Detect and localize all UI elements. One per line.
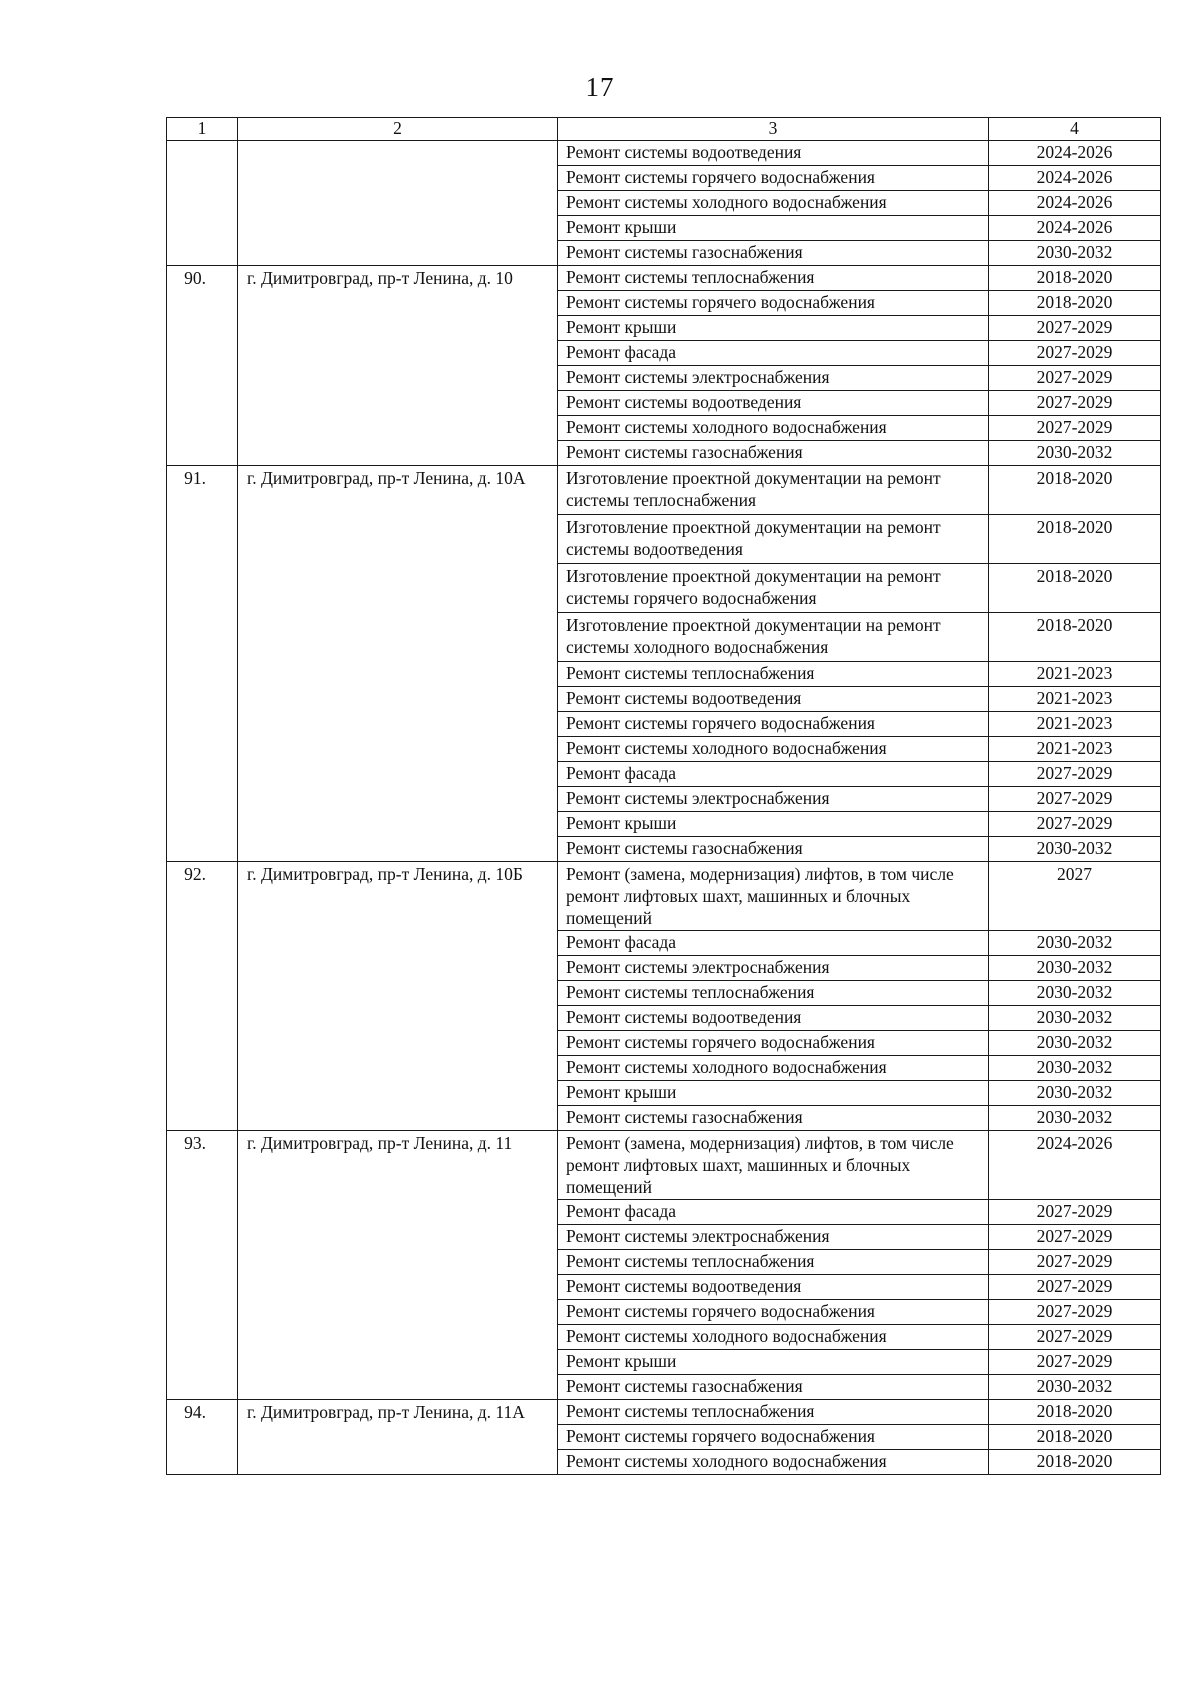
table-row: [167, 141, 1161, 166]
work-type-cell: Ремонт системы электроснабжения: [558, 366, 989, 391]
header-col-2: 2: [238, 118, 558, 141]
table-header: [167, 118, 1161, 141]
row-number-cell: 90.: [167, 266, 238, 466]
work-type-cell: Ремонт фасада: [558, 341, 989, 366]
work-type-cell: Ремонт системы газоснабжения: [558, 241, 989, 266]
work-type-cell: Ремонт системы горячего водоснабжения: [558, 166, 989, 191]
work-type-cell: Ремонт системы газоснабжения: [558, 1375, 989, 1400]
address-cell: г. Димитровград, пр-т Ленина, д. 11: [238, 1131, 558, 1400]
work-type-cell: Ремонт системы горячего водоснабжения: [558, 1300, 989, 1325]
period-cell: 2018-2020: [989, 564, 1161, 613]
period-cell: 2021-2023: [989, 712, 1161, 737]
period-cell: 2027-2029: [989, 366, 1161, 391]
work-type-cell: Ремонт крыши: [558, 316, 989, 341]
period-cell: 2018-2020: [989, 613, 1161, 662]
work-type-cell: Ремонт фасада: [558, 762, 989, 787]
period-cell: 2021-2023: [989, 662, 1161, 687]
period-cell: 2030-2032: [989, 981, 1161, 1006]
header-col-4: 4: [989, 118, 1161, 141]
address-cell: г. Димитровград, пр-т Ленина, д. 10А: [238, 466, 558, 862]
work-type-cell: Изготовление проектной документации на ремонт системы теплоснабжения: [558, 466, 989, 515]
row-number-cell: [167, 141, 238, 266]
period-cell: 2027-2029: [989, 341, 1161, 366]
row-number-cell: 91.: [167, 466, 238, 862]
address-cell: [238, 141, 558, 266]
table-row: [167, 862, 1161, 931]
work-type-cell: Ремонт системы холодного водоснабжения: [558, 416, 989, 441]
work-type-cell: Изготовление проектной документации на ремонт системы горячего водоснабжения: [558, 564, 989, 613]
work-type-cell: Ремонт системы теплоснабжения: [558, 1250, 989, 1275]
work-type-cell: Ремонт системы теплоснабжения: [558, 662, 989, 687]
address-cell: г. Димитровград, пр-т Ленина, д. 10Б: [238, 862, 558, 1131]
work-type-cell: Ремонт системы теплоснабжения: [558, 1400, 989, 1425]
work-type-cell: Ремонт системы водоотведения: [558, 687, 989, 712]
work-type-cell: Ремонт системы водоотведения: [558, 1275, 989, 1300]
work-type-cell: Ремонт системы теплоснабжения: [558, 981, 989, 1006]
period-cell: 2018-2020: [989, 466, 1161, 515]
work-type-cell: Ремонт крыши: [558, 1350, 989, 1375]
period-cell: 2024-2026: [989, 216, 1161, 241]
work-type-cell: Ремонт (замена, модернизация) лифтов, в том числе ремонт лифтовых шахт, машинных и блочных помещений: [558, 1131, 989, 1200]
table-row: [167, 266, 1161, 291]
work-type-cell: Ремонт системы электроснабжения: [558, 956, 989, 981]
period-cell: 2030-2032: [989, 931, 1161, 956]
table-body: [167, 141, 1161, 1475]
period-cell: 2027-2029: [989, 1275, 1161, 1300]
work-type-cell: Ремонт системы водоотведения: [558, 1006, 989, 1031]
period-cell: 2018-2020: [989, 1450, 1161, 1475]
period-cell: 2018-2020: [989, 515, 1161, 564]
work-type-cell: Ремонт системы горячего водоснабжения: [558, 1031, 989, 1056]
work-type-cell: Ремонт системы водоотведения: [558, 391, 989, 416]
period-cell: 2021-2023: [989, 737, 1161, 762]
period-cell: 2024-2026: [989, 166, 1161, 191]
work-type-cell: Ремонт системы электроснабжения: [558, 1225, 989, 1250]
work-type-cell: Ремонт системы горячего водоснабжения: [558, 291, 989, 316]
row-number-cell: 94.: [167, 1400, 238, 1475]
work-type-cell: Ремонт (замена, модернизация) лифтов, в том числе ремонт лифтовых шахт, машинных и блочных помещений: [558, 862, 989, 931]
work-type-cell: Ремонт крыши: [558, 216, 989, 241]
work-type-cell: Ремонт системы газоснабжения: [558, 1106, 989, 1131]
work-type-cell: Ремонт системы холодного водоснабжения: [558, 191, 989, 216]
period-cell: 2027-2029: [989, 1250, 1161, 1275]
work-type-cell: Ремонт системы холодного водоснабжения: [558, 1056, 989, 1081]
row-number-cell: 93.: [167, 1131, 238, 1400]
work-type-cell: Ремонт крыши: [558, 812, 989, 837]
row-number-cell: 92.: [167, 862, 238, 1131]
period-cell: 2027-2029: [989, 316, 1161, 341]
period-cell: 2027-2029: [989, 416, 1161, 441]
period-cell: 2027-2029: [989, 1225, 1161, 1250]
work-type-cell: Ремонт системы газоснабжения: [558, 441, 989, 466]
period-cell: 2024-2026: [989, 191, 1161, 216]
period-cell: 2027-2029: [989, 762, 1161, 787]
header-col-3: 3: [558, 118, 989, 141]
period-cell: 2030-2032: [989, 1031, 1161, 1056]
work-type-cell: Ремонт системы холодного водоснабжения: [558, 737, 989, 762]
period-cell: 2030-2032: [989, 241, 1161, 266]
page-number: 17: [585, 72, 615, 102]
work-type-cell: Ремонт фасада: [558, 1200, 989, 1225]
work-type-cell: Ремонт крыши: [558, 1081, 989, 1106]
work-type-cell: Ремонт системы водоотведения: [558, 141, 989, 166]
work-type-cell: Ремонт системы электроснабжения: [558, 787, 989, 812]
period-cell: 2030-2032: [989, 1006, 1161, 1031]
period-cell: 2024-2026: [989, 141, 1161, 166]
period-cell: 2018-2020: [989, 291, 1161, 316]
period-cell: 2021-2023: [989, 687, 1161, 712]
header-row: [167, 118, 1161, 141]
work-type-cell: Ремонт фасада: [558, 931, 989, 956]
address-cell: г. Димитровград, пр-т Ленина, д. 10: [238, 266, 558, 466]
period-cell: 2030-2032: [989, 1106, 1161, 1131]
works-table: [166, 117, 1161, 1475]
period-cell: 2030-2032: [989, 956, 1161, 981]
work-type-cell: Изготовление проектной документации на ремонт системы холодного водоснабжения: [558, 613, 989, 662]
work-type-cell: Ремонт системы газоснабжения: [558, 837, 989, 862]
period-cell: 2024-2026: [989, 1131, 1161, 1200]
work-type-cell: Ремонт системы горячего водоснабжения: [558, 1425, 989, 1450]
period-cell: 2018-2020: [989, 1425, 1161, 1450]
period-cell: 2030-2032: [989, 441, 1161, 466]
period-cell: 2027-2029: [989, 1300, 1161, 1325]
work-type-cell: Ремонт системы холодного водоснабжения: [558, 1450, 989, 1475]
period-cell: 2027-2029: [989, 1350, 1161, 1375]
period-cell: 2027-2029: [989, 1325, 1161, 1350]
period-cell: 2030-2032: [989, 1056, 1161, 1081]
work-type-cell: Ремонт системы горячего водоснабжения: [558, 712, 989, 737]
period-cell: 2027-2029: [989, 391, 1161, 416]
header-col-1: 1: [167, 118, 238, 141]
work-type-cell: Ремонт системы холодного водоснабжения: [558, 1325, 989, 1350]
period-cell: 2027-2029: [989, 787, 1161, 812]
period-cell: 2018-2020: [989, 266, 1161, 291]
table-row: [167, 1131, 1161, 1200]
work-type-cell: Изготовление проектной документации на ремонт системы водоотведения: [558, 515, 989, 564]
period-cell: 2030-2032: [989, 1081, 1161, 1106]
table-row: [167, 1400, 1161, 1425]
period-cell: 2027-2029: [989, 1200, 1161, 1225]
period-cell: 2027-2029: [989, 812, 1161, 837]
period-cell: 2018-2020: [989, 1400, 1161, 1425]
address-cell: г. Димитровград, пр-т Ленина, д. 11А: [238, 1400, 558, 1475]
period-cell: 2027: [989, 862, 1161, 931]
period-cell: 2030-2032: [989, 837, 1161, 862]
work-type-cell: Ремонт системы теплоснабжения: [558, 266, 989, 291]
table-row: [167, 466, 1161, 515]
period-cell: 2030-2032: [989, 1375, 1161, 1400]
